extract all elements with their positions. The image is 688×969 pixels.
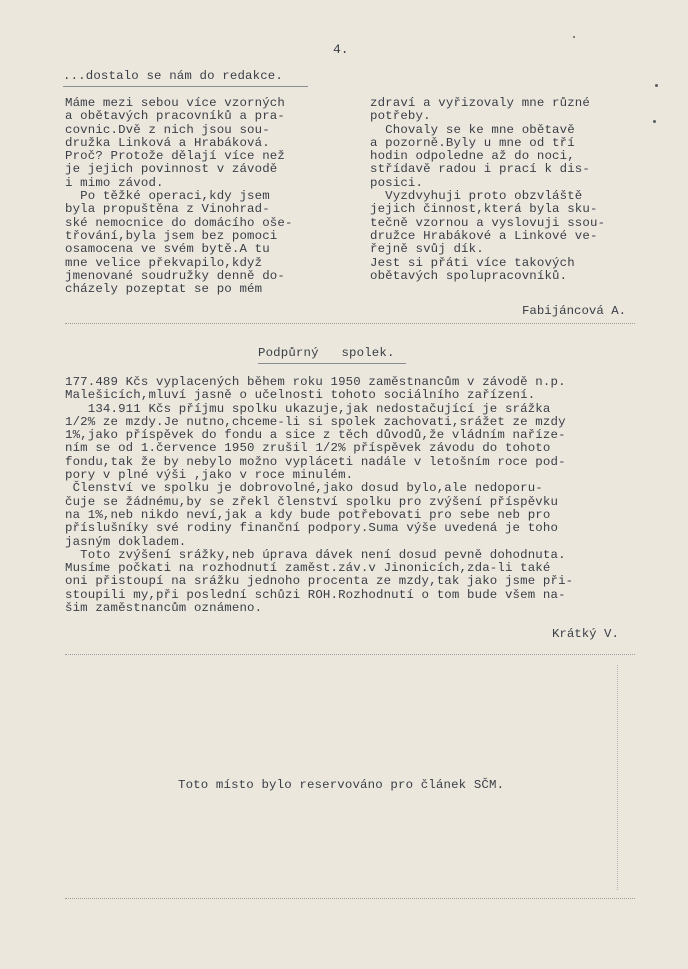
article-line: čuje se žádnému,by se zřekl členství spolku pro zvýšení příspěvku: [65, 494, 559, 509]
article-line: 1%,jako příspěvek do fondu a sice z těch důvodů,že vládním naříze-: [65, 428, 566, 443]
article-body: [65, 376, 573, 615]
letter-line: potřeby.: [370, 109, 431, 124]
article-line: Členství ve spolku je dobrovolné,jako dosud bylo,ale nedoporu-: [65, 481, 543, 496]
letter-line: i mimo závod.: [65, 175, 164, 190]
article-line: pory v plné výši ,jako v roce minulém.: [65, 468, 354, 483]
article-line: jasným dokladem.: [65, 534, 187, 549]
letter-line: jmenované soudružky denně do-: [65, 268, 285, 283]
letter-line: ské nemocnice do domácího oše-: [65, 215, 293, 230]
article-line: na 1%,neb nikdo neví,jak a kdy bude potřebovati pro sebe neb pro: [65, 507, 551, 522]
ink-speck: [573, 36, 575, 38]
article-signature: Krátký V.: [552, 627, 619, 641]
letter-line: Jest si přáti více takových: [370, 255, 575, 270]
letter-line: třování,byla jsem bez pomoci: [65, 228, 278, 243]
letter-line: obětavých spolupracovníků.: [370, 268, 568, 283]
letter-line: a obětavých pracovníků a pra-: [65, 109, 285, 124]
article-line: 177.489 Kčs vyplacených během roku 1950 zaměstnancům v závodě n.p.: [65, 375, 566, 389]
article-line: 134.911 Kčs příjmu spolku ukazuje,jak nedostačující je srážka: [65, 401, 551, 416]
article-title-underline: [258, 363, 406, 364]
letter-line: osamocena ve svém bytě.A tu: [65, 242, 270, 257]
article-line: ním se od 1.července 1950 zrušil 1/2% příspěvek závodu do tohoto: [65, 441, 551, 456]
letter-line: střídavě radou i prací k dis-: [370, 162, 590, 177]
article-title: Podpůrný spolek.: [258, 346, 395, 360]
dotted-divider: [65, 323, 635, 324]
article-line: Toto zvýšení srážky,neb úprava dávek není dosud pevně dohodnuta.: [65, 547, 566, 562]
article-line: 1/2% ze mzdy.Je nutno,chceme-li si spolek zachovati,srážet ze mzdy: [65, 414, 566, 429]
article-line: fondu,tak že by nebylo možno vypláceti nadále v letošním roce pod-: [65, 454, 566, 469]
letter-line: Máme mezi sebou více vzorných: [65, 96, 285, 110]
article-line: šim zaměstnancům oznámeno.: [65, 601, 263, 616]
ink-speck: [655, 84, 658, 87]
letter-line: tečně vzornou a vyslovuji ssou-: [370, 215, 606, 230]
article-line: příslušníky své rodiny finanční podpory.Suma výše uvedená je toho: [65, 521, 559, 536]
letter-line: Proč? Protože dělají více než: [65, 149, 285, 164]
ink-speck: [653, 120, 656, 123]
letter-line: cházely pozeptat se po mém: [65, 282, 263, 297]
article-line: stoupili my,při poslední schůzi ROH.Rozhodnutí o tom bude všem na-: [65, 587, 566, 602]
header-underline: [63, 86, 308, 87]
letter-line: posici.: [370, 175, 424, 190]
letter-line: a pozorně.Byly u mne od tří: [370, 135, 575, 150]
letter-left-column: [65, 97, 293, 296]
letter-line: je jejich povinnost v závodě: [65, 162, 278, 177]
letter-line: jejich činnost,která byla sku-: [370, 202, 598, 217]
letter-line: družce Hrabákové a Linkové ve-: [370, 228, 598, 243]
article-line: Malešicích,mluví jasně o učelnosti tohoto sociálního zařízení.: [65, 388, 536, 403]
letter-line: covnic.Dvě z nich jsou sou-: [65, 122, 270, 137]
letter-line: hodin odpoledne až do noci,: [370, 149, 575, 164]
letter-signature: Fabijáncová A.: [522, 304, 627, 318]
reserved-box-edge: [617, 665, 618, 890]
letter-header: ...dostalo se nám do redakce.: [63, 69, 283, 83]
article-line: oni přistoupí na srážku jednoho procenta ze mzdy,tak jako jsme při-: [65, 574, 574, 589]
letter-right-column: [370, 97, 605, 283]
letter-line: Chovaly se ke mne obětavě: [370, 122, 575, 137]
letter-line: zdraví a vyřizovaly mne různé: [370, 96, 590, 110]
dotted-divider: [65, 654, 635, 655]
letter-line: řejně svůj dík.: [370, 242, 484, 257]
letter-line: Vyzdvyhuji proto obzvláště: [370, 189, 583, 204]
letter-line: mne velice překvapilo,když: [65, 255, 263, 270]
dotted-divider: [65, 898, 635, 899]
letter-line: byla propuštěna z Vinohrad-: [65, 202, 270, 217]
reserved-space-note: Toto místo bylo reservováno pro článek SČM.: [178, 778, 505, 792]
letter-line: Po těžké operaci,kdy jsem: [65, 189, 270, 204]
page-number: 4.: [333, 42, 349, 57]
letter-line: družka Linková a Hrabáková.: [65, 135, 270, 150]
article-line: Musíme počkati na rozhodnutí zaměst.záv.v Jinonicích,zda-li také: [65, 561, 551, 576]
